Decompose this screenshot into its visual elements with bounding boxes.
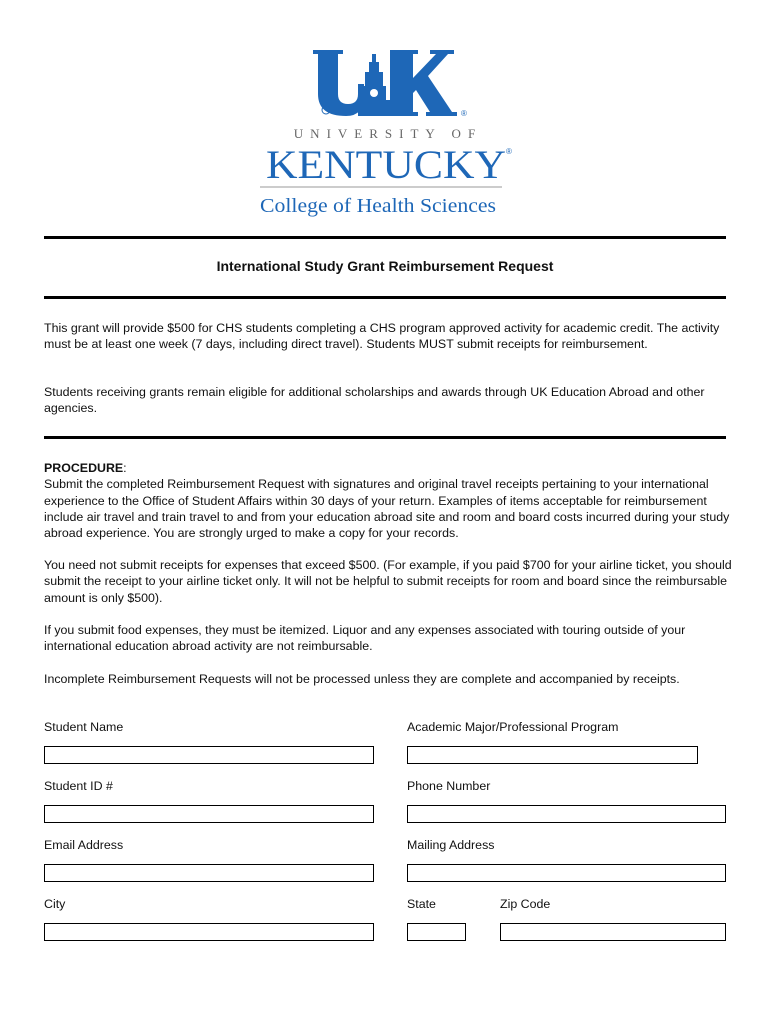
procedure-colon: : <box>123 461 127 475</box>
phone-number-field[interactable] <box>407 805 726 823</box>
academic-major-field[interactable] <box>407 746 698 764</box>
logo-registered-mark-2: ® <box>506 147 512 156</box>
mailing-address-label: Mailing Address <box>407 838 495 852</box>
logo-college-name: College of Health Sciences <box>260 195 497 217</box>
procedure-text: Submit the completed Reimbursement Request with signatures and original travel receipts pertaining to your international experience to the Office of Student Affairs within 30 days of your return. Examples of items acceptable for reimbursement include air travel and train travel to and from your education abroad site and room and board costs incurred during your study abroad experience. You are strongly urged to make a copy for your records. <box>44 477 730 541</box>
zip-code-field[interactable] <box>500 923 726 941</box>
email-address-field[interactable] <box>44 864 374 882</box>
state-label: State <box>407 897 436 911</box>
procedure-divider <box>44 436 726 439</box>
procedure-section <box>44 460 734 541</box>
logo-letter-u <box>313 50 364 116</box>
title-divider <box>44 296 726 299</box>
zip-code-label: Zip Code <box>500 897 551 911</box>
city-field[interactable] <box>44 923 374 941</box>
university-logo <box>258 44 518 224</box>
city-label: City <box>44 897 66 911</box>
intro-paragraph-2: Students receiving grants remain eligible for additional scholarships and awards through UK Education Abroad and other agencies. <box>44 385 705 416</box>
email-address-label: Email Address <box>44 838 124 852</box>
intro-paragraph-1: This grant will provide $500 for CHS students completing a CHS program approved activity for academic credit. The activity must be at least one week (7 days, including direct travel). Students MUST submit receipts for reimbursement. <box>44 321 720 352</box>
mailing-address-field[interactable] <box>407 864 726 882</box>
state-field[interactable] <box>407 923 466 941</box>
procedure-paragraph-3: If you submit food expenses, they must be itemized. Liquor and any expenses associated with touring outside of your international education abroad activity are not reimbursable. <box>44 623 686 654</box>
student-name-label: Student Name <box>44 720 124 734</box>
procedure-paragraph-4: Incomplete Reimbursement Requests will not be processed unless they are complete and accompanied by receipts. <box>44 672 680 686</box>
student-id-label: Student ID # <box>44 779 113 793</box>
academic-major-label: Academic Major/Professional Program <box>407 720 619 734</box>
student-name-field[interactable] <box>44 746 374 764</box>
page-title: International Study Grant Reimbursement Request <box>216 258 554 274</box>
logo-letter-k <box>390 50 457 116</box>
logo-registered-mark: ® <box>461 109 467 118</box>
student-id-field[interactable] <box>44 805 374 823</box>
top-divider <box>44 236 726 239</box>
procedure-heading: PROCEDURE <box>44 461 124 475</box>
logo-university-of: UNIVERSITY OF <box>293 126 483 141</box>
procedure-paragraph-2: You need not submit receipts for expenses that exceed $500. (For example, if you paid $700 for your airline ticket, you should submit the receipt to your airline ticket only. It will not be helpful to submit receipts for room and board since the reimbursable amount is only $500). <box>44 558 732 605</box>
logo-kentucky: KENTUCKY <box>266 142 506 187</box>
phone-number-label: Phone Number <box>407 779 491 793</box>
